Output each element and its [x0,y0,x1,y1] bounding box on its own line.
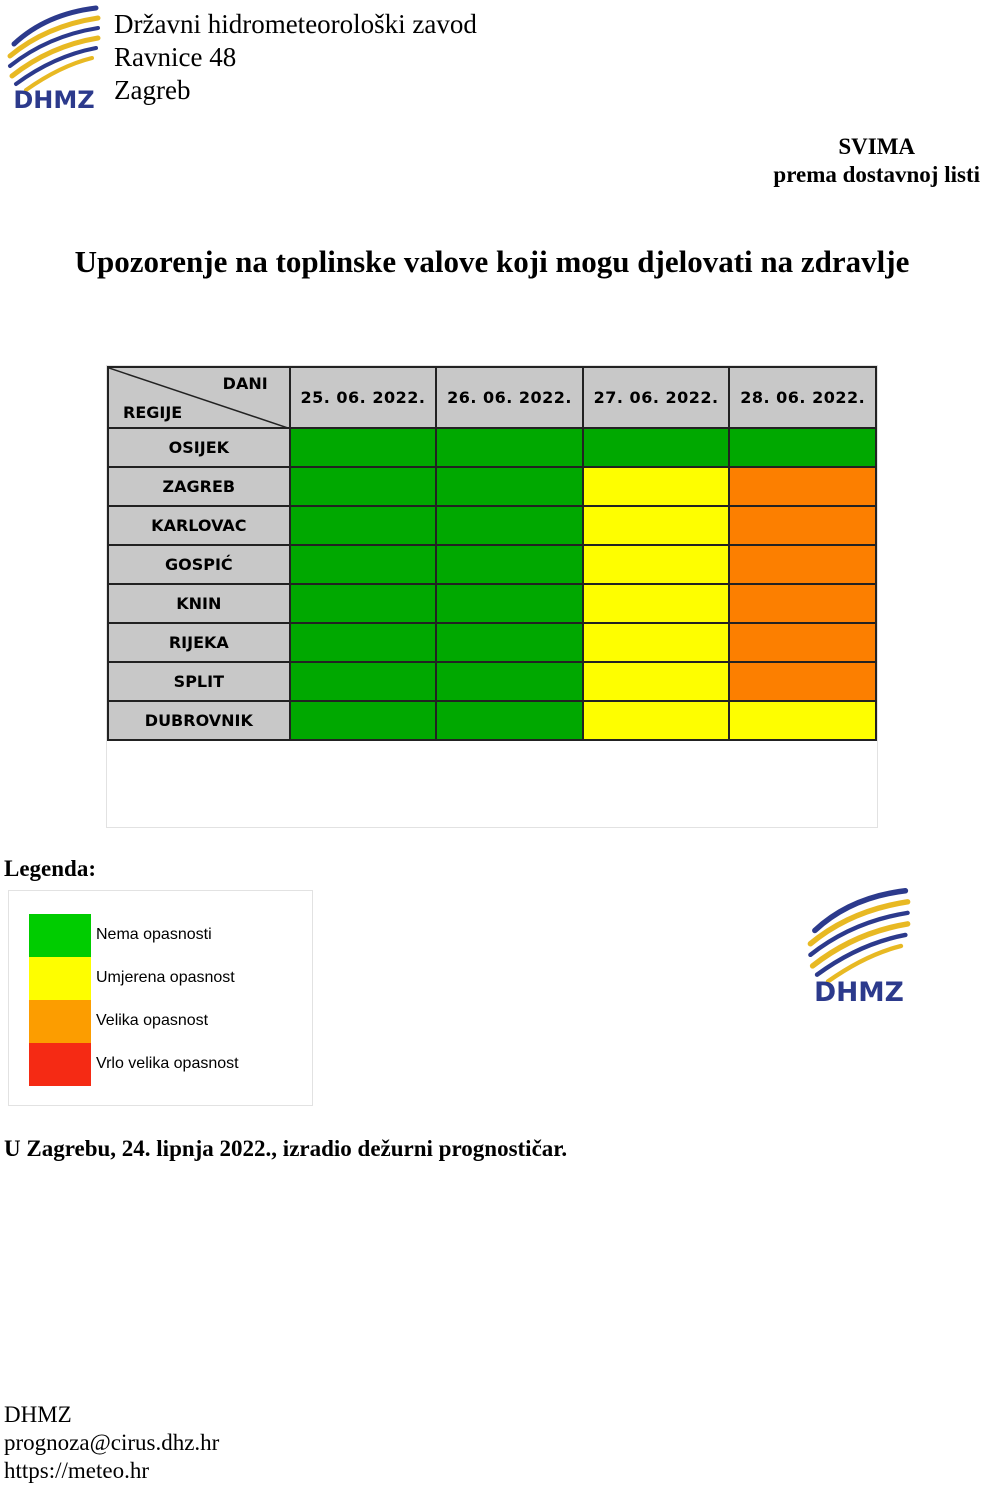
legend-label: Velika opasnost [96,1012,209,1029]
warning-level-cell [290,506,437,545]
warning-level-cell [436,506,583,545]
table-corner-cell [108,367,290,428]
footer-url[interactable]: https://meteo.hr [4,1458,150,1483]
table-row [108,467,876,506]
footer-contact [4,1401,219,1485]
warning-level-cell [583,467,730,506]
warning-level-cell [436,467,583,506]
dhmz-logo-icon [6,4,102,112]
warning-level-cell [290,662,437,701]
legend-swatch [29,957,91,1000]
table-row [108,623,876,662]
legend-item [29,1000,309,1043]
date-header: 25. 06. 2022. [290,367,437,428]
warning-table-container [106,365,878,828]
warning-level-cell [436,701,583,740]
warning-level-cell [290,545,437,584]
legend-swatch [29,1000,91,1043]
region-cell: GOSPIĆ [108,545,290,584]
warning-level-cell [436,545,583,584]
warning-level-cell [290,701,437,740]
warning-level-cell [290,584,437,623]
table-row [108,701,876,740]
table-row [108,506,876,545]
logo-text: DHMZ [13,86,95,112]
warning-level-cell [729,584,876,623]
dhmz-logo-icon [806,886,912,1006]
logo-text: DHMZ [814,977,904,1006]
footer-org: DHMZ [4,1402,72,1427]
warning-level-cell [436,428,583,467]
legend-item [29,914,309,957]
table-row [108,428,876,467]
legend-title: Legenda: [4,856,96,881]
date-header: 28. 06. 2022. [729,367,876,428]
region-cell: RIJEKA [108,623,290,662]
warning-table [107,366,877,741]
legend-item [29,957,309,1000]
legend-item [29,1043,309,1086]
legend-label: Umjerena opasnost [96,969,235,986]
document-title: Upozorenje na toplinske valove koji mogu djelovati na zdravlje [74,244,910,279]
corner-regions-label: REGIJE [123,403,183,422]
region-cell: KARLOVAC [108,506,290,545]
region-cell: KNIN [108,584,290,623]
warning-level-cell [729,545,876,584]
footer-email[interactable]: prognoza@cirus.dhz.hr [4,1430,220,1455]
corner-days-label: DANI [222,374,268,393]
table-header-row [108,367,876,428]
region-cell: DUBROVNIK [108,701,290,740]
legend-swatch [29,1043,91,1086]
warning-level-cell [436,623,583,662]
legend-swatch [29,914,91,957]
warning-level-cell [436,584,583,623]
table-row [108,545,876,584]
warning-level-cell [583,662,730,701]
warning-level-cell [729,662,876,701]
street-address: Ravnice 48 [114,42,237,72]
warning-level-cell [729,428,876,467]
table-row [108,662,876,701]
warning-level-cell [290,467,437,506]
warning-level-cell [290,623,437,662]
recipient-line-2: prema dostavnoj listi [773,162,980,187]
warning-level-cell [583,506,730,545]
date-header: 27. 06. 2022. [583,367,730,428]
warning-level-cell [436,662,583,701]
recipient-block [773,133,980,189]
legend-label: Vrlo velika opasnost [96,1055,239,1072]
city: Zagreb [114,75,191,105]
legend-label: Nema opasnosti [96,926,212,943]
warning-level-cell [583,701,730,740]
region-cell: ZAGREB [108,467,290,506]
date-header: 26. 06. 2022. [436,367,583,428]
legend [8,890,313,1106]
warning-level-cell [583,428,730,467]
issued-statement: U Zagrebu, 24. lipnja 2022., izradio dežurni prognostičar. [4,1136,568,1161]
warning-level-cell [583,623,730,662]
warning-level-cell [583,584,730,623]
table-row [108,584,876,623]
warning-level-cell [290,428,437,467]
warning-level-cell [729,701,876,740]
region-cell: SPLIT [108,662,290,701]
region-cell: OSIJEK [108,428,290,467]
warning-level-cell [729,623,876,662]
warning-level-cell [729,506,876,545]
warning-level-cell [583,545,730,584]
warning-level-cell [729,467,876,506]
sender-address [114,8,477,107]
organization-name: Državni hidrometeorološki zavod [114,9,477,39]
recipient-line-1: SVIMA [838,134,916,159]
warning-table-body [108,428,876,740]
